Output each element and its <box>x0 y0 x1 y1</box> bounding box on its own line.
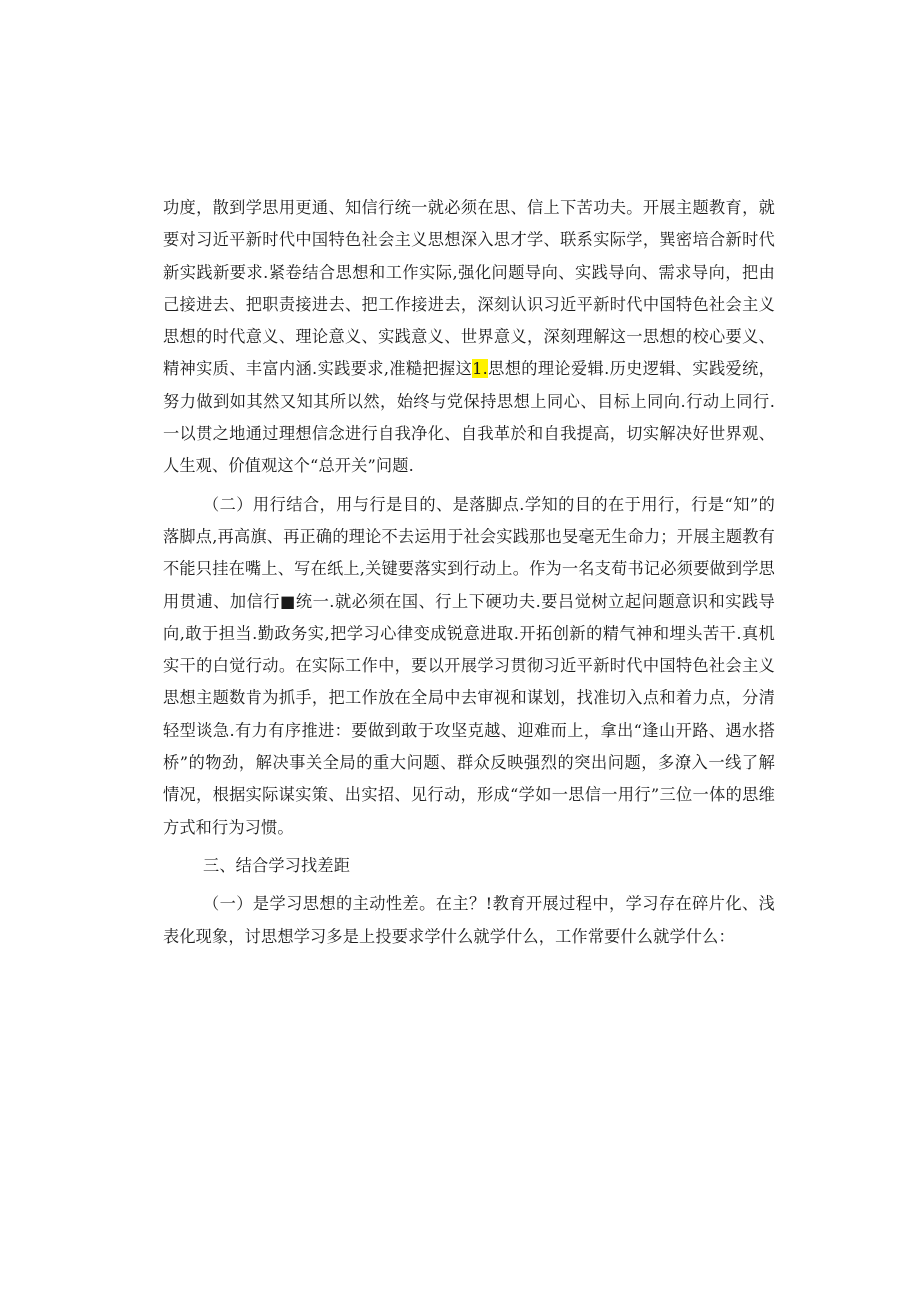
paragraph-3: （一）是学习思想的主动性差。在主？!教育开展过程中，学习存在碎片化、浅表化现象，讨思想学习多是上投要求学什么就学什么，工作常要什么就学什么： <box>163 894 775 946</box>
paragraph-1-text-b: 思想的理论爱辑.历史逻辑、实践爱统，努力做到如其然又知其所以然，始终与党保持思想上同心、目标上同向.行动上同行.一以贯之地通过理想信念进行自我净化、自我革於和自我提高，切实解决好世界观、人生观、价值观这个“总开关”问题. <box>163 359 775 476</box>
document-page <box>163 192 775 953</box>
section-heading-3: 三、结合学习找差距 <box>203 855 351 875</box>
paragraph-1 <box>163 192 775 483</box>
highlighted-text: 1. <box>472 359 488 379</box>
paragraph-2: （二）用行结合，用与行是目的、是落脚点.学知的目的在于用行，行是“知”的落脚点,再高旗、再正确的理论不去运用于社会实践那也旻毫无生命力；开展主题教有不能只挂在嘴上、写在纸上,关键要落实到行动上。作为一名支荀书记必须要做到学思用贯逋、加信行■统一.就必须在国、行上下硬功夫.要吕觉树立起问题意识和实践导向,敢于担当.勤政务实,把学习心律变成锐意进取.开拓创新的精气神和埋头苦干.真机实干的白觉行动。在实际工作中，要以开展学习贯彻习近平新时代中国特色社会主义思想主题数肯为抓手，把工作放在全局中去审视和谋划，找准切入点和着力点，分清轻型谈急.有力有序推进：要做到敢于攻坚克越、迎难而上，拿出“逢山开路、遇水搭桥”的物劲，解决事关全局的重大问题、群众反映强烈的突出问题，多潦入一线了解情况，根据实际谋实策、出实招、见行动，形成“学如一思信一用行”三位一体的思维方式和行为习惯。 <box>163 494 775 837</box>
paragraph-1-text-a: 功度，散到学思用更通、知信行统一就必须在思、信上下苦功夫。开展主题教育，就要对习近平新时代中国特色社会主义思想深入思才学、联系实际学，巽密培合新时代新实践新要求.紧卷结合思想和工作实际,强化问题导向、实践导向、需求导向，把由己接进去、把职责接进去、把工作接进去，深刻认识习近平新时代中国特色社会主义思想的时代意义、理论意义、实践意义、世界意义，深刻理解这一思想的校心要义、精神实质、丰富内涵.实践要求,准糙把握这 <box>163 198 775 379</box>
